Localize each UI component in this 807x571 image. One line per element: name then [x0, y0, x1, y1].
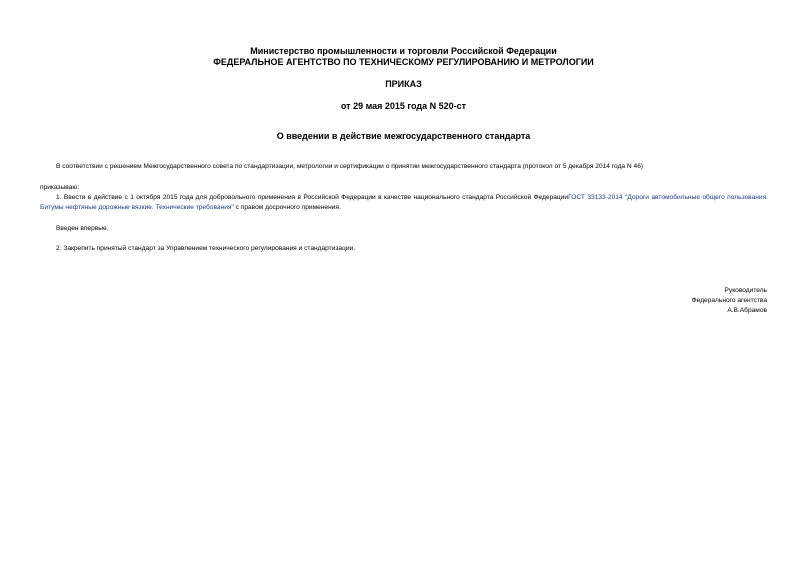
first-time-text: Введен впервые. — [56, 225, 109, 232]
agency-name: ФЕДЕРАЛЬНОЕ АГЕНТСТВО ПО ТЕХНИЧЕСКОМУ РЕГУЛИРОВАНИЮ И МЕТРОЛОГИИ — [213, 57, 594, 67]
item2-text: 2. Закрепить принятый стандарт за Управлением технического регулирования и стандартизации. — [56, 245, 356, 252]
first-time-paragraph — [56, 224, 768, 234]
signature-block — [692, 286, 767, 316]
ministry-name: Министерство промышленности и торговли Российской Федерации — [250, 46, 557, 56]
gost-link[interactable]: ГОСТ 33133-2014 "Дороги автомобильные общего пользования. Битумы нефтяные дорожные вязкие. Технические требования" — [40, 194, 769, 211]
signature-org: Федерального агентства — [691, 297, 767, 304]
doc-title-text: О введении в действие межгосударственного стандарта — [276, 131, 531, 141]
item1-prefix: 1. Ввести в действие с 1 октября 2015 года для добровольного применения в Российской Федерации в качестве национального стандарта Российской Федерации — [56, 194, 569, 201]
doc-type — [0, 79, 807, 90]
preamble-text: В соответствии с решением Межгосударственного совета по стандартизации, метрологии и сертификации о принятии межгосударственного стандарта (протокол от 5 декабря 2014 года N 46) — [56, 163, 644, 170]
signature-title: Руководитель — [724, 287, 767, 294]
doc-date-number-text: от 29 мая 2015 года N 520-ст — [340, 101, 467, 111]
preamble-paragraph — [56, 162, 768, 172]
doc-date-number — [0, 101, 807, 112]
item1-paragraph — [40, 193, 768, 213]
order-word — [40, 183, 752, 193]
signature-name: А.В.Абрамов — [727, 307, 767, 314]
order-word-text: приказываю: — [40, 184, 80, 191]
doc-type-text: ПРИКАЗ — [385, 79, 422, 89]
item2-paragraph — [56, 244, 768, 254]
doc-title — [0, 131, 807, 142]
item1-suffix: с правом досрочного применения. — [233, 204, 341, 211]
header-block — [0, 46, 807, 68]
